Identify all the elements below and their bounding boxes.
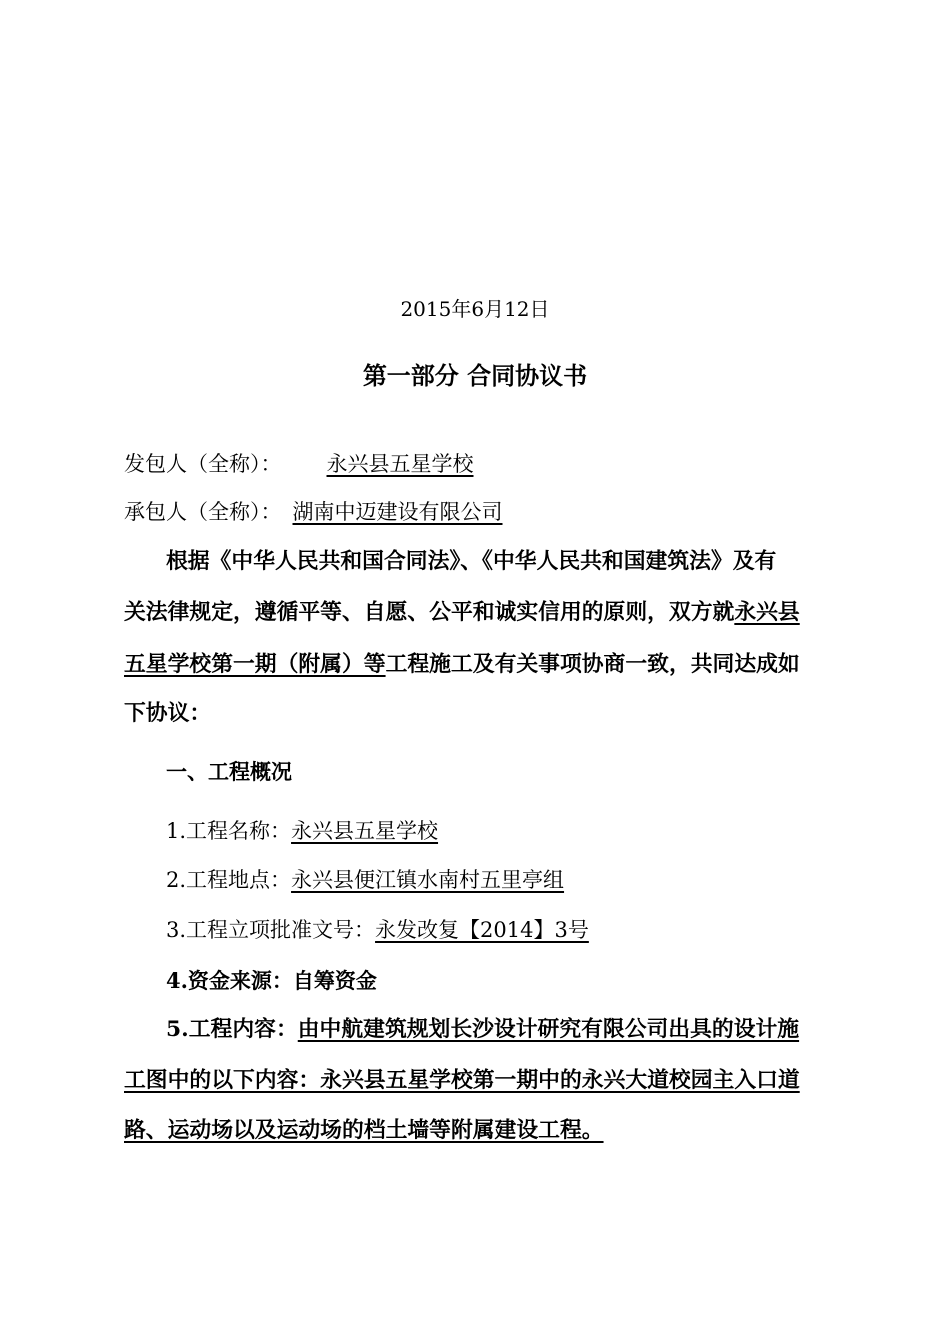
item-approval-number bbox=[166, 915, 589, 945]
employer-label: 发包人（全称）： bbox=[124, 452, 282, 476]
preamble-line-2 bbox=[124, 598, 800, 628]
project-name-part-2: 五星学校第一期（附属）等 bbox=[124, 652, 386, 677]
contractor-value: 湖南中迈建设有限公司 bbox=[292, 500, 503, 524]
employer-line bbox=[124, 449, 526, 479]
section-heading: 一、工程概况 bbox=[166, 759, 292, 784]
contractor-label: 承包人（全称）： bbox=[124, 500, 282, 524]
item-funding-source: 4.资金来源：自筹资金 bbox=[166, 968, 377, 993]
employer-value: 永兴县五星学校 bbox=[326, 452, 474, 476]
item-value: 永发改复【2014】3号 bbox=[375, 918, 589, 942]
project-name-part-1: 永兴县 bbox=[734, 600, 800, 625]
contractor-line bbox=[124, 497, 526, 527]
item-project-name bbox=[166, 816, 438, 846]
item-content-line-2: 工图中的以下内容：永兴县五星学校第一期中的永兴大道校园主入口道 bbox=[124, 1068, 800, 1093]
preamble-line-1: 根据《中华人民共和国合同法》、《中华人民共和国建筑法》及有 bbox=[166, 549, 777, 574]
item-project-location bbox=[166, 865, 564, 895]
preamble-text: 关法律规定，遵循平等、自愿、公平和诚实信用的原则，双方就 bbox=[124, 600, 735, 625]
item-label: 3.工程立项批准文号： bbox=[166, 918, 376, 942]
item-value: 永兴县便江镇水南村五里亭组 bbox=[291, 868, 565, 892]
item-label: 1.工程名称： bbox=[166, 819, 292, 843]
contract-date: 2015年6月12日 bbox=[400, 297, 550, 321]
item-content-line-3: 路、运动场以及运动场的档土墙等附属建设工程。 bbox=[124, 1118, 604, 1143]
item-content-line-1 bbox=[166, 1015, 799, 1045]
page-title: 第一部分 合同协议书 bbox=[362, 361, 588, 390]
item-value: 由中航建筑规划长沙设计研究有限公司出具的设计施 bbox=[297, 1017, 800, 1042]
preamble-text: 工程施工及有关事项协商一致，共同达成如 bbox=[385, 652, 800, 677]
preamble-line-3 bbox=[124, 650, 800, 680]
item-label: 5.工程内容： bbox=[166, 1017, 298, 1042]
preamble-line-4: 下协议： bbox=[124, 701, 212, 726]
item-label: 2.工程地点： bbox=[166, 868, 292, 892]
item-value: 永兴县五星学校 bbox=[291, 819, 439, 843]
